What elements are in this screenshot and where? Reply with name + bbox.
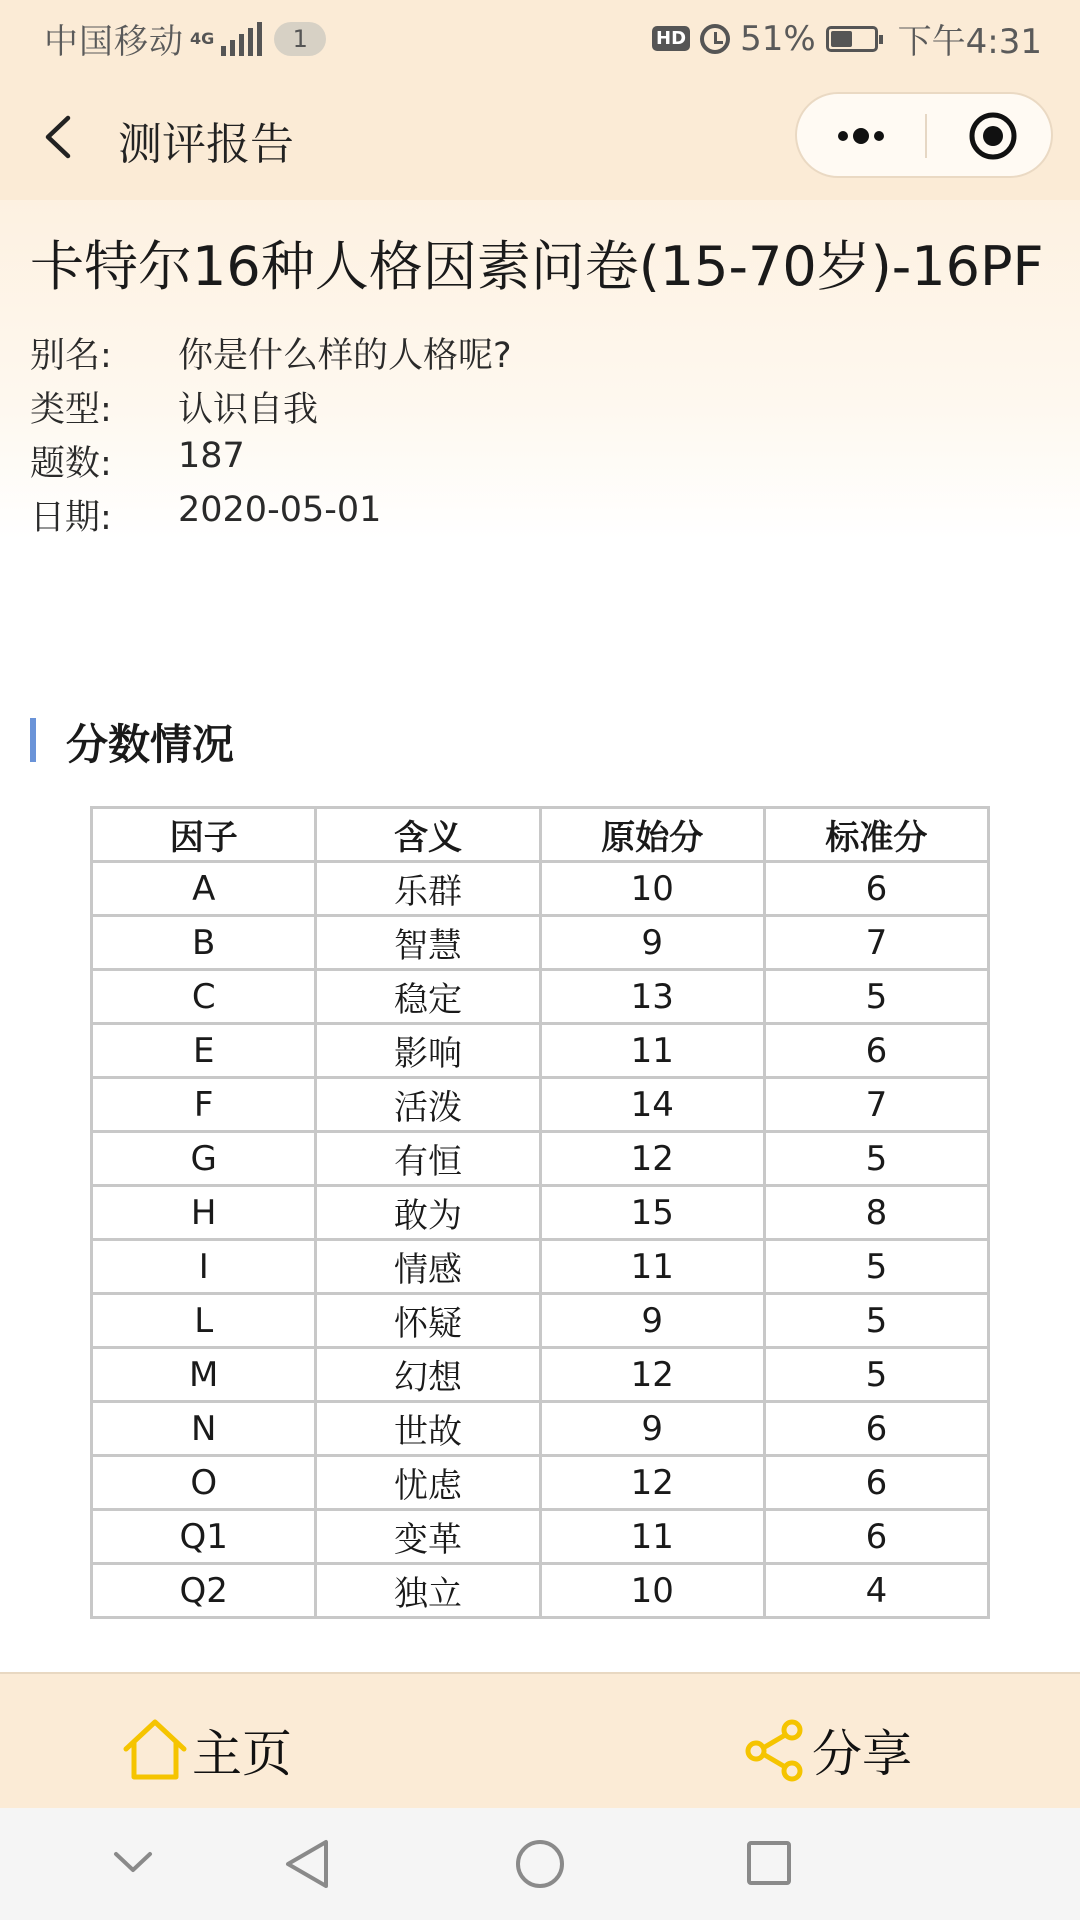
share-icon <box>742 1717 808 1783</box>
factor-cell: I <box>92 1240 316 1294</box>
standard-score-cell: 6 <box>764 862 988 916</box>
factor-cell: M <box>92 1348 316 1402</box>
info-value: 你是什么样的人格呢? <box>178 336 512 376</box>
share-tab[interactable] <box>742 1714 912 1786</box>
info-label: 别名: <box>30 336 112 376</box>
section-title: 分数情况 <box>66 720 235 769</box>
column-header: 标准分 <box>764 808 988 862</box>
meaning-cell: 敢为 <box>316 1186 540 1240</box>
factor-cell: F <box>92 1078 316 1132</box>
page-title: 测评报告 <box>118 119 294 170</box>
bottom-tab-bar <box>0 1672 1080 1810</box>
table-header-row <box>92 808 989 862</box>
meaning-cell: 忧虑 <box>316 1456 540 1510</box>
raw-score-cell: 9 <box>540 1294 764 1348</box>
meaning-cell: 有恒 <box>316 1132 540 1186</box>
standard-score-cell: 8 <box>764 1186 988 1240</box>
raw-score-cell: 15 <box>540 1186 764 1240</box>
table-row <box>92 1564 989 1618</box>
clock: 下午4:31 <box>897 22 1042 62</box>
factor-cell: A <box>92 862 316 916</box>
score-table <box>90 806 990 1619</box>
standard-score-cell: 6 <box>764 1510 988 1564</box>
meaning-cell: 变革 <box>316 1510 540 1564</box>
column-header: 含义 <box>316 808 540 862</box>
raw-score-cell: 11 <box>540 1510 764 1564</box>
battery-percent: 51% <box>740 18 816 59</box>
info-row-question-count <box>30 436 245 486</box>
capsule-divider <box>925 114 927 158</box>
standard-score-cell: 5 <box>764 1348 988 1402</box>
raw-score-cell: 11 <box>540 1024 764 1078</box>
raw-score-cell: 9 <box>540 1402 764 1456</box>
meaning-cell: 影响 <box>316 1024 540 1078</box>
raw-score-cell: 14 <box>540 1078 764 1132</box>
info-value: 认识自我 <box>178 390 319 430</box>
standard-score-cell: 6 <box>764 1024 988 1078</box>
meaning-cell: 乐群 <box>316 862 540 916</box>
table-row <box>92 1348 989 1402</box>
column-header: 原始分 <box>540 808 764 862</box>
info-value: 187 <box>178 436 245 476</box>
raw-score-cell: 12 <box>540 1348 764 1402</box>
info-row-type <box>30 382 318 432</box>
target-circle-icon[interactable] <box>967 110 1019 162</box>
raw-score-cell: 11 <box>540 1240 764 1294</box>
info-row-date <box>30 490 381 540</box>
report-header <box>0 200 1080 540</box>
standard-score-cell: 5 <box>764 1294 988 1348</box>
chevron-down-icon[interactable] <box>112 1846 154 1876</box>
more-dots-icon[interactable] <box>833 116 889 156</box>
table-row <box>92 1132 989 1186</box>
table-row <box>92 1456 989 1510</box>
factor-cell: Q2 <box>92 1564 316 1618</box>
raw-score-cell: 10 <box>540 1564 764 1618</box>
share-tab-label: 分享 <box>812 1725 912 1783</box>
network-type: 4G <box>190 28 215 48</box>
signal-icon <box>190 22 262 56</box>
section-accent-bar <box>30 718 36 762</box>
table-row <box>92 862 989 916</box>
table-row <box>92 1402 989 1456</box>
factor-cell: H <box>92 1186 316 1240</box>
table-row <box>92 1024 989 1078</box>
factor-cell: N <box>92 1402 316 1456</box>
info-value: 2020-05-01 <box>178 490 382 530</box>
raw-score-cell: 9 <box>540 916 764 970</box>
status-bar <box>0 0 1080 76</box>
meaning-cell: 独立 <box>316 1564 540 1618</box>
notification-badge: 1 <box>274 22 326 56</box>
system-nav-bar <box>0 1808 1080 1920</box>
report-title: 卡特尔16种人格因素问卷(15-70岁)-16PF <box>30 235 1044 298</box>
factor-cell: C <box>92 970 316 1024</box>
chevron-left-icon[interactable] <box>38 112 88 162</box>
raw-score-cell: 13 <box>540 970 764 1024</box>
column-header: 因子 <box>92 808 316 862</box>
table-row <box>92 1240 989 1294</box>
factor-cell: L <box>92 1294 316 1348</box>
meaning-cell: 情感 <box>316 1240 540 1294</box>
factor-cell: Q1 <box>92 1510 316 1564</box>
meaning-cell: 活泼 <box>316 1078 540 1132</box>
home-icon <box>122 1717 188 1783</box>
meaning-cell: 世故 <box>316 1402 540 1456</box>
standard-score-cell: 4 <box>764 1564 988 1618</box>
nav-home-circle-icon[interactable] <box>514 1838 566 1890</box>
carrier-name: 中国移动 <box>44 22 184 62</box>
table-row <box>92 1186 989 1240</box>
status-left <box>44 14 326 63</box>
standard-score-cell: 6 <box>764 1456 988 1510</box>
table-row <box>92 1510 989 1564</box>
standard-score-cell: 7 <box>764 916 988 970</box>
factor-cell: G <box>92 1132 316 1186</box>
standard-score-cell: 5 <box>764 1240 988 1294</box>
alarm-icon <box>700 24 730 54</box>
raw-score-cell: 12 <box>540 1456 764 1510</box>
standard-score-cell: 7 <box>764 1078 988 1132</box>
info-label: 日期: <box>30 498 112 538</box>
meaning-cell: 怀疑 <box>316 1294 540 1348</box>
raw-score-cell: 10 <box>540 862 764 916</box>
status-right <box>652 14 1042 63</box>
meaning-cell: 智慧 <box>316 916 540 970</box>
nav-recents-square-icon[interactable] <box>746 1840 792 1886</box>
home-tab[interactable] <box>122 1714 292 1786</box>
factor-cell: O <box>92 1456 316 1510</box>
factor-cell: E <box>92 1024 316 1078</box>
meaning-cell: 稳定 <box>316 970 540 1024</box>
info-label: 题数: <box>30 444 112 484</box>
table-row <box>92 970 989 1024</box>
nav-bar <box>0 76 1080 200</box>
home-tab-label: 主页 <box>192 1725 292 1783</box>
hd-icon: HD <box>652 26 690 51</box>
table-row <box>92 916 989 970</box>
info-row-alias <box>30 328 512 378</box>
raw-score-cell: 12 <box>540 1132 764 1186</box>
standard-score-cell: 5 <box>764 1132 988 1186</box>
table-row <box>92 1078 989 1132</box>
nav-back-triangle-icon[interactable] <box>284 1838 330 1890</box>
meaning-cell: 幻想 <box>316 1348 540 1402</box>
factor-cell: B <box>92 916 316 970</box>
standard-score-cell: 6 <box>764 1402 988 1456</box>
table-row <box>92 1294 989 1348</box>
battery-icon <box>826 26 878 52</box>
info-label: 类型: <box>30 390 112 430</box>
standard-score-cell: 5 <box>764 970 988 1024</box>
mini-program-capsule <box>795 92 1053 178</box>
